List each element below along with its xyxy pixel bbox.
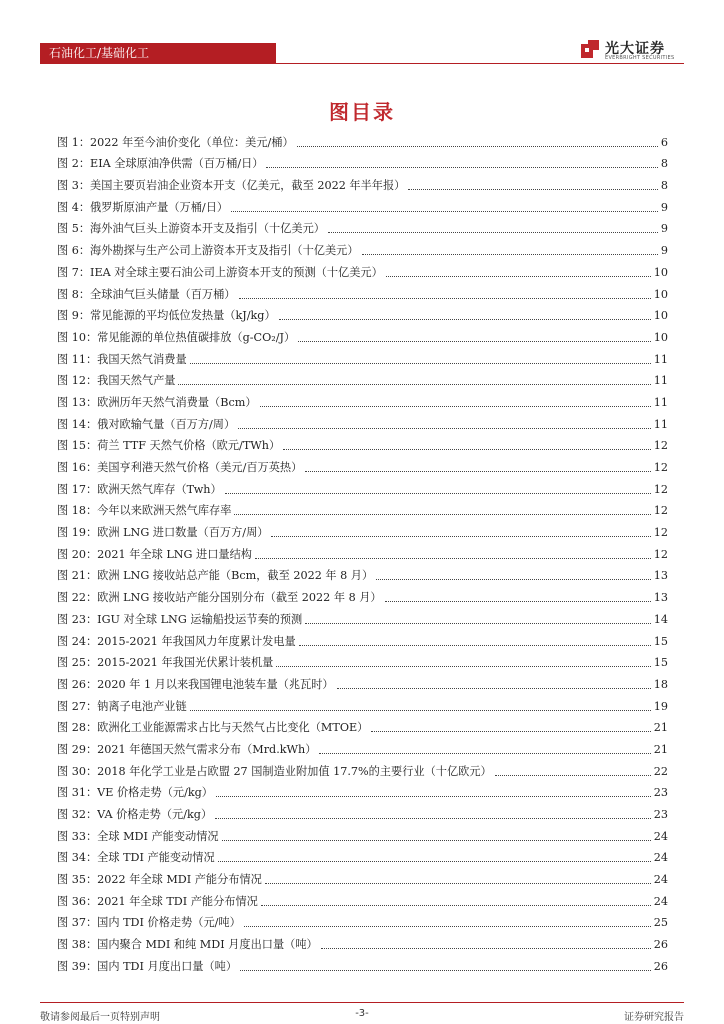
- toc-entry-title: 图 15：荷兰 TTF 天然气价格（欧元/TWh）: [57, 439, 281, 453]
- toc-entry[interactable]: [57, 302, 668, 324]
- toc-entry[interactable]: [57, 388, 668, 410]
- toc-entry-page: 12: [653, 439, 668, 453]
- toc-dot-leader: [283, 449, 651, 450]
- toc-entry[interactable]: [57, 692, 668, 714]
- toc-entry-title: 图 31：VE 价格走势（元/kg）: [57, 786, 213, 800]
- toc-entry[interactable]: [57, 475, 668, 497]
- toc-dot-leader: [305, 471, 650, 472]
- toc-entry-page: 10: [653, 265, 668, 279]
- toc-dot-leader: [328, 232, 658, 233]
- footer-report-type: 证券研究报告: [624, 1012, 684, 1023]
- toc-dot-leader: [376, 579, 651, 580]
- toc-dot-leader: [386, 276, 651, 277]
- toc-entry[interactable]: [57, 822, 668, 844]
- toc-dot-leader: [222, 840, 651, 841]
- footer-disclaimer: 敬请参阅最后一页特别声明: [40, 1012, 160, 1023]
- toc-entry-title: 图 39：国内 TDI 月度出口量（吨）: [57, 959, 238, 973]
- toc-entry[interactable]: [57, 215, 668, 237]
- toc-entry-page: 12: [653, 461, 668, 474]
- toc-entry-title: 图 3：美国主要页岩油企业资本开支（亿美元，截至 2022 年半年报）: [57, 179, 406, 193]
- toc-entry[interactable]: [57, 909, 668, 931]
- toc-entry-title: 图 35：2022 年全球 MDI 产能分布情况: [57, 873, 262, 887]
- toc-entry-title: 图 25：2015-2021 年我国光伏累计装机量: [57, 656, 274, 670]
- toc-entry[interactable]: [57, 150, 668, 172]
- everbright-logo-icon: [579, 38, 601, 60]
- toc-entry-page: 24: [653, 894, 668, 908]
- toc-entry-title: 图 29：2021 年德国天然气需求分布（Mrd.kWh）: [57, 742, 317, 756]
- toc-dot-leader: [305, 623, 651, 624]
- toc-entry-page: 21: [653, 742, 668, 756]
- toc-entry-title: 图 7：IEA 对全球主要石油公司上游资本开支的预测（十亿美元）: [57, 265, 383, 279]
- section-label: 石油化工/基础化工: [49, 46, 150, 60]
- toc-entry[interactable]: [57, 649, 668, 671]
- toc-entry[interactable]: [57, 453, 668, 475]
- toc-entry-title: 图 32：VA 价格走势（元/kg）: [57, 808, 213, 821]
- toc-dot-leader: [297, 146, 658, 147]
- section-header-bar: [40, 43, 276, 63]
- toc-dot-leader: [319, 753, 650, 754]
- toc-entry-page: 8: [660, 157, 668, 171]
- toc-entry-title: 图 14：俄对欧输气量（百万方/周）: [57, 417, 236, 431]
- toc-dot-leader: [178, 384, 650, 385]
- toc-entry-title: 图 18：今年以来欧洲天然气库存率: [57, 504, 232, 518]
- toc-entry-title: 图 8：全球油气巨头储量（百万桶）: [57, 287, 236, 301]
- toc-dot-leader: [371, 731, 650, 732]
- toc-entry-title: 图 4：俄罗斯原油产量（万桶/日）: [57, 200, 229, 214]
- toc-entry-page: 15: [653, 656, 668, 670]
- toc-entry[interactable]: [57, 562, 668, 584]
- toc-dot-leader: [239, 298, 651, 299]
- toc-entry[interactable]: [57, 193, 668, 215]
- toc-entry-title: 图 10：常见能源的单位热值碳排放（g-CO₂/J）: [57, 330, 296, 344]
- toc-entry-page: 13: [653, 569, 668, 583]
- toc-entry-page: 12: [653, 504, 668, 518]
- toc-dot-leader: [266, 167, 657, 168]
- toc-entry-title: 图 1：2022 年至今油价变化（单位：美元/桶）: [57, 135, 294, 149]
- toc-entry-title: 图 5：海外油气巨头上游资本开支及指引（十亿美元）: [57, 222, 325, 236]
- toc-entry[interactable]: [57, 171, 668, 193]
- toc-dot-leader: [298, 341, 651, 342]
- toc-entry-page: 23: [653, 786, 668, 800]
- toc-dot-leader: [238, 428, 651, 429]
- toc-entry-title: 图 36：2021 年全球 TDI 产能分布情况: [57, 894, 258, 908]
- logo-text-en: EVERBRIGHT SECURITIES: [605, 55, 675, 61]
- toc-dot-leader: [240, 970, 651, 971]
- toc-entry[interactable]: [57, 757, 668, 779]
- toc-entry-title: 图 2：EIA 全球原油净供需（百万桶/日）: [57, 157, 264, 171]
- toc-dot-leader: [265, 883, 651, 884]
- toc-entry[interactable]: [57, 236, 668, 258]
- toc-dot-leader: [321, 948, 651, 949]
- toc-entry-title: 图 30：2018 年化学工业是占欧盟 27 国制造业附加值 17.7%的主要行业（十亿欧元）: [57, 764, 492, 778]
- toc-entry-title: 图 21：欧洲 LNG 接收站总产能（Bcm，截至 2022 年 8 月）: [57, 569, 374, 583]
- toc-entry[interactable]: [57, 930, 668, 952]
- toc-dot-leader: [231, 211, 658, 212]
- toc-dot-leader: [260, 406, 651, 407]
- toc-entry-page: 12: [653, 547, 668, 561]
- toc-entry-page: 25: [653, 916, 668, 930]
- toc-entry[interactable]: [57, 497, 668, 519]
- toc-entry-title: 图 34：全球 TDI 产能变动情况: [57, 851, 215, 865]
- toc-entry[interactable]: [57, 432, 668, 454]
- page-title: 图目录: [329, 100, 395, 124]
- toc-entry-title: 图 33：全球 MDI 产能变动情况: [57, 829, 219, 843]
- toc-entry[interactable]: [57, 627, 668, 649]
- toc-entry-title: 图 9：常见能源的平均低位发热量（kJ/kg）: [57, 309, 276, 323]
- toc-entry-title: 图 37：国内 TDI 价格走势（元/吨）: [57, 916, 241, 930]
- header-divider: [40, 63, 684, 64]
- toc-entry-page: 26: [653, 959, 668, 973]
- toc-dot-leader: [190, 363, 651, 364]
- toc-dot-leader: [234, 514, 650, 515]
- toc-entry[interactable]: [57, 258, 668, 280]
- toc-dot-leader: [276, 666, 650, 667]
- toc-entry-page: 21: [653, 721, 668, 735]
- toc-entry-title: 图 38：国内聚合 MDI 和纯 MDI 月度出口量（吨）: [57, 938, 318, 952]
- toc-dot-leader: [255, 558, 651, 559]
- toc-entry-page: 10: [653, 309, 668, 323]
- toc-entry[interactable]: [57, 540, 668, 562]
- toc-entry-page: 8: [660, 179, 668, 193]
- toc-entry-title: 图 12：我国天然气产量: [57, 374, 176, 388]
- toc-entry[interactable]: [57, 367, 668, 389]
- toc-entry-page: 18: [653, 677, 668, 691]
- toc-entry-title: 图 6：海外勘探与生产公司上游资本开支及指引（十亿美元）: [57, 244, 359, 258]
- toc-entry-title: 图 22：欧洲 LNG 接收站产能分国别分布（截至 2022 年 8 月）: [57, 591, 382, 605]
- toc-dot-leader: [408, 189, 658, 190]
- toc-entry[interactable]: [57, 323, 668, 345]
- footer-divider: [40, 1002, 684, 1003]
- toc-entry-page: 6: [660, 135, 668, 149]
- toc-entry-page: 24: [653, 873, 668, 887]
- toc-entry-title: 图 13：欧洲历年天然气消费量（Bcm）: [57, 395, 257, 409]
- toc-entry-title: 图 24：2015-2021 年我国风力年度累计发电量: [57, 634, 296, 648]
- toc-dot-leader: [385, 601, 651, 602]
- toc-entry-page: 22: [653, 764, 668, 778]
- toc-entry[interactable]: [57, 887, 668, 909]
- toc-entry[interactable]: [57, 800, 668, 822]
- toc-entry-page: 11: [653, 352, 668, 366]
- toc-entry-page: 15: [653, 634, 668, 648]
- toc-entry-page: 19: [653, 699, 668, 713]
- toc-dot-leader: [337, 688, 651, 689]
- figure-toc-list: [57, 128, 668, 974]
- toc-entry-page: 23: [653, 808, 668, 821]
- toc-entry-title: 图 20：2021 年全球 LNG 进口量结构: [57, 547, 252, 561]
- toc-entry[interactable]: [57, 735, 668, 757]
- toc-dot-leader: [215, 818, 651, 819]
- toc-entry-page: 13: [653, 591, 668, 605]
- toc-dot-leader: [225, 493, 651, 494]
- toc-entry-page: 24: [653, 829, 668, 843]
- toc-entry-title: 图 16：美国亨利港天然气价格（美元/百万英热）: [57, 461, 303, 474]
- toc-dot-leader: [261, 905, 651, 906]
- toc-dot-leader: [244, 926, 651, 927]
- toc-entry[interactable]: [57, 518, 668, 540]
- logo-text-cn: 光大证券: [605, 41, 665, 57]
- toc-entry-title: 图 27：钠离子电池产业链: [57, 699, 187, 713]
- toc-entry-page: 11: [653, 395, 668, 409]
- brand-logo: [579, 38, 689, 62]
- toc-entry-page: 24: [653, 851, 668, 865]
- toc-dot-leader: [362, 254, 658, 255]
- toc-entry[interactable]: [57, 779, 668, 801]
- toc-entry[interactable]: [57, 128, 668, 150]
- toc-entry[interactable]: [57, 952, 668, 974]
- toc-entry[interactable]: [57, 410, 668, 432]
- toc-entry-page: 10: [653, 330, 668, 344]
- toc-entry-page: 9: [660, 200, 668, 214]
- toc-dot-leader: [495, 775, 651, 776]
- toc-entry[interactable]: [57, 865, 668, 887]
- toc-entry-page: 14: [653, 612, 668, 626]
- toc-entry-page: 11: [653, 417, 668, 431]
- toc-entry-page: 26: [653, 938, 668, 952]
- toc-dot-leader: [216, 796, 651, 797]
- toc-dot-leader: [218, 861, 651, 862]
- toc-entry[interactable]: [57, 583, 668, 605]
- toc-entry[interactable]: [57, 280, 668, 302]
- toc-entry[interactable]: [57, 670, 668, 692]
- toc-entry-title: 图 23：IGU 对全球 LNG 运输船投运节奏的预测: [57, 612, 303, 626]
- toc-dot-leader: [279, 319, 651, 320]
- toc-entry-title: 图 26：2020 年 1 月以来我国锂电池装车量（兆瓦时）: [57, 677, 334, 691]
- toc-entry-page: 9: [660, 222, 668, 236]
- toc-entry-title: 图 17：欧洲天然气库存（Twh）: [57, 482, 222, 496]
- toc-dot-leader: [271, 536, 650, 537]
- toc-dot-leader: [299, 645, 651, 646]
- toc-entry-page: 9: [660, 244, 668, 258]
- footer-page-number: -3-: [355, 1008, 369, 1019]
- toc-entry-title: 图 19：欧洲 LNG 进口数量（百万方/周）: [57, 526, 269, 540]
- toc-entry[interactable]: [57, 605, 668, 627]
- toc-entry[interactable]: [57, 844, 668, 866]
- toc-entry[interactable]: [57, 714, 668, 736]
- toc-entry[interactable]: [57, 345, 668, 367]
- toc-dot-leader: [190, 710, 651, 711]
- toc-entry-page: 12: [653, 482, 668, 496]
- toc-entry-page: 12: [653, 526, 668, 540]
- toc-entry-page: 11: [653, 374, 668, 388]
- toc-entry-title: 图 28：欧洲化工业能源需求占比与天然气占比变化（MTOE）: [57, 721, 369, 735]
- toc-entry-title: 图 11：我国天然气消费量: [57, 352, 187, 366]
- toc-entry-page: 10: [653, 287, 668, 301]
